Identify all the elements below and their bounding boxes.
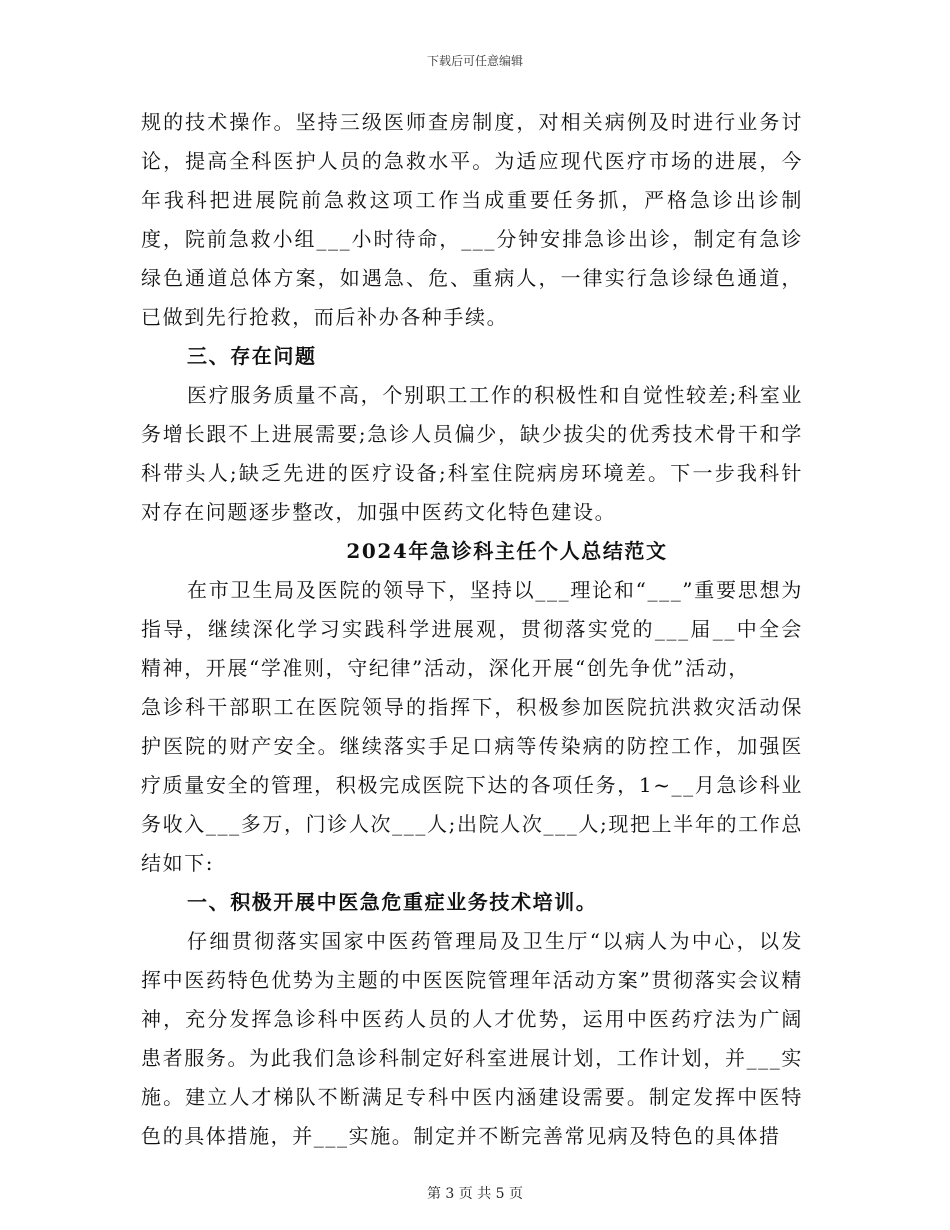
page-number: 第 3 页 共 5 页 <box>426 1186 524 1202</box>
paragraph-continued: 规的技术操作。坚持三级医师查房制度，对相关病例及时进行业务讨论，提高全科医护人员的急救水平。为适应现代医疗市场的进展，今年我科把进展院前急救这项工作当成重要任务抓，严格急诊出诊制度，院前急救小组___小时待命，___分钟安排急诊出诊，制定有急诊绿色通道总体方案，如遇急、危、重病人，一律实行急诊绿色通道，已做到先行抢救，而后补办各种手续。 <box>141 110 803 329</box>
section-heading-problems: 三、存在问题 <box>187 344 317 368</box>
paragraph-training: 仔细贯彻落实国家中医药管理局及卫生厅“以病人为中心，以发挥中医药特色优势为主题的中医医院管理年活动方案”贯彻落实会议精神，充分发挥急诊科中医药人员的人才优势，运用中医药疗法为广阔患者服务。为此我们急诊科制定好科室进展计划，工作计划，并___实施。建立人才梯队不断满足专科中医内涵建设需要。制定发挥中医特色的具体措施，并___实施。制定并不断完善常见病及特色的具体措 <box>141 929 803 1148</box>
document-title: 2024年急诊科主任个人总结范文 <box>346 539 668 563</box>
paragraph-problems: 医疗服务质量不高，个别职工工作的积极性和自觉性较差;科室业务增长跟不上进展需要;急诊人员偏少，缺少拔尖的优秀技术骨干和学科带头人;缺乏先进的医疗设备;科室住院病房环境差。下一步我科针对存在问题逐步整改，加强中医药文化特色建设。 <box>141 383 803 524</box>
document-body <box>141 103 803 1156</box>
paragraph-intro-continued: 急诊科干部职工在医院领导的指挥下，积极参加医院抗洪救灾活动保护医院的财产安全。继续落实手足口病等传染病的防控工作，加强医疗质量安全的管理，积极完成医院下达的各项任务，1~__月急诊科业务收入___多万，门诊人次___人;出院人次___人;现把上半年的工作总结如下: <box>141 695 803 875</box>
section-heading-training: 一、积极开展中医急危重症业务技术培训。 <box>187 890 598 914</box>
paragraph-intro: 在市卫生局及医院的领导下，坚持以___理论和“___”重要思想为指导，继续深化学习实践科学进展观，贯彻落实党的___届__中全会精神，开展“学准则，守纪律”活动，深化开展“创先争优”活动， <box>141 578 803 680</box>
page-header: 下载后可任意编辑 <box>426 54 523 68</box>
